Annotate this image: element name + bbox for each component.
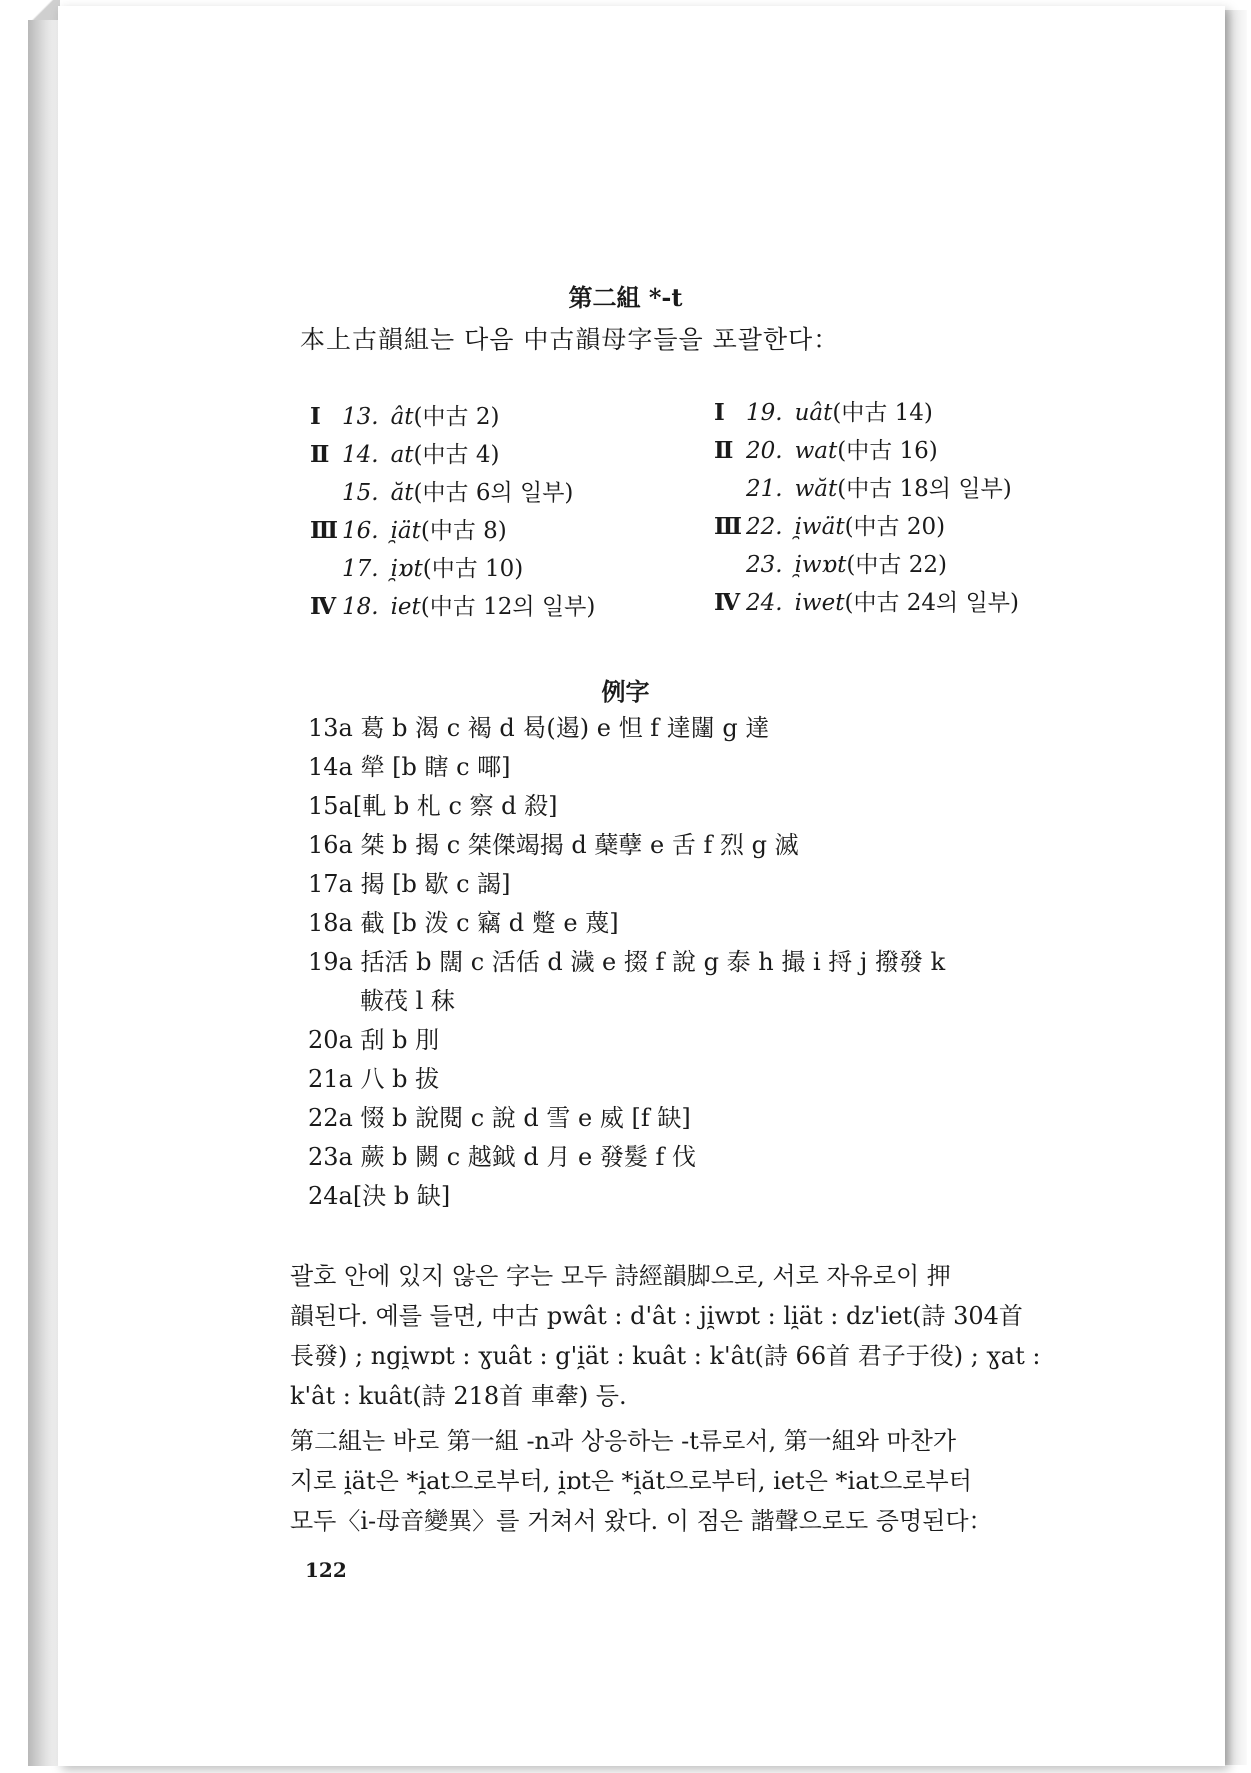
final-number: 14. bbox=[342, 442, 379, 468]
final-rime: at bbox=[390, 442, 414, 468]
division-numeral: Ⅳ bbox=[714, 589, 741, 616]
example-line: 22a 惙 b 說閱 c 說 d 雪 e 威 [f 缺] bbox=[308, 1104, 691, 1132]
final-rime: i̯ät bbox=[390, 518, 421, 544]
final-rime: wăt bbox=[794, 476, 838, 502]
final-number: 22. bbox=[746, 514, 783, 540]
division-numeral: Ⅰ bbox=[310, 403, 321, 430]
final-item bbox=[714, 394, 933, 427]
final-item bbox=[310, 474, 573, 507]
final-rime: uât bbox=[794, 400, 833, 426]
example-line: 19a 括活 b 闊 c 活佸 d 濊 e 掇 f 說 g 泰 h 撮 i 捋 j 撥發 k bbox=[308, 948, 946, 976]
final-rime: iet bbox=[390, 594, 421, 620]
final-item bbox=[310, 588, 595, 621]
final-number: 18. bbox=[342, 594, 379, 620]
final-rime: wat bbox=[794, 438, 838, 464]
section-title: 第二組 *-t bbox=[568, 283, 683, 312]
final-number: 15. bbox=[342, 480, 379, 506]
example-line: 15a[軋 b 札 c 察 d 殺] bbox=[308, 792, 558, 820]
example-line: 21a 八 b 拔 bbox=[308, 1065, 440, 1093]
final-item bbox=[714, 584, 1019, 617]
example-line: 18a 截 [b 泼 c 竊 d 蹩 e 蔑] bbox=[308, 909, 619, 937]
final-number: 19. bbox=[746, 400, 783, 426]
paragraph-line: 모두〈i-母音變異〉를 거쳐서 왔다. 이 점은 諧聲으로도 증명된다： bbox=[290, 1507, 993, 1535]
final-item bbox=[714, 508, 945, 541]
final-rime: ât bbox=[390, 404, 414, 430]
final-number: 13. bbox=[342, 404, 379, 430]
book-edge-right bbox=[1225, 10, 1247, 1765]
final-ref: (中古 20) bbox=[844, 514, 946, 540]
example-line: 17a 揭 [b 歇 c 謁] bbox=[308, 870, 511, 898]
final-ref: (中古 14) bbox=[832, 400, 933, 426]
book-corner bbox=[28, 0, 60, 20]
final-number: 16. bbox=[342, 518, 379, 544]
final-rime: ăt bbox=[390, 480, 414, 506]
book-spine-left bbox=[28, 6, 58, 1766]
paragraph-line: 第二組는 바로 第一組 -n과 상응하는 -t류로서, 第一組와 마찬가 bbox=[290, 1427, 957, 1455]
final-rime: i̯ɒt bbox=[390, 556, 423, 582]
final-ref: (中古 18의 일부) bbox=[837, 476, 1012, 502]
division-numeral: Ⅱ bbox=[310, 441, 330, 468]
division-numeral: Ⅰ bbox=[714, 399, 725, 426]
final-number: 21. bbox=[746, 476, 783, 502]
final-ref: (中古 10) bbox=[422, 556, 524, 582]
intro-text: 本上古韻組는 다음 中古韻母字들을 포괄한다： bbox=[300, 325, 840, 354]
final-ref: (中古 16) bbox=[837, 438, 938, 464]
final-ref: (中古 12의 일부) bbox=[420, 594, 596, 620]
division-numeral: Ⅲ bbox=[714, 513, 743, 540]
final-rime: i̯wɒt bbox=[794, 552, 847, 578]
paragraph-line: 長發) ; ngi̯wɒt : ɣuât : g'i̯ät : kuât : k'ât(詩 66首 君子于役) ; ɣat : bbox=[290, 1342, 1041, 1370]
final-number: 20. bbox=[746, 438, 783, 464]
example-line: 14a 犖 [b 瞎 c 㖿] bbox=[308, 753, 511, 781]
paragraph-line: 괄호 안에 있지 않은 字는 모두 詩經韻脚으로, 서로 자유로이 押 bbox=[290, 1262, 951, 1290]
final-item bbox=[310, 436, 499, 469]
final-number: 24. bbox=[746, 590, 783, 616]
paragraph-line: k'ât : kuât(詩 218首 車舝) 등. bbox=[290, 1382, 627, 1410]
final-number: 17. bbox=[342, 556, 379, 582]
final-ref: (中古 24의 일부) bbox=[844, 590, 1019, 616]
examples-title: 例字 bbox=[601, 677, 650, 706]
paragraph-line: 韻된다. 예를 들면, 中古 pwât : d'ât : ji̯wɒt : li̯ät : dz'iet(詩 304首 bbox=[290, 1302, 1023, 1330]
final-number: 23. bbox=[746, 552, 783, 578]
final-item bbox=[714, 546, 947, 579]
final-ref: (中古 6의 일부) bbox=[413, 480, 574, 506]
final-rime: i̯wät bbox=[794, 514, 845, 540]
final-item bbox=[714, 470, 1012, 503]
paragraph-explanation bbox=[290, 1421, 1105, 1541]
final-ref: (中古 2) bbox=[413, 404, 500, 430]
final-item bbox=[714, 432, 938, 465]
division-numeral: Ⅱ bbox=[714, 437, 734, 464]
example-line: 16a 桀 b 揭 c 桀傑竭揭 d 蘖孽 e 舌 f 烈 g 滅 bbox=[308, 831, 799, 859]
example-line: 23a 蕨 b 闕 c 越鉞 d 月 e 發髮 f 伐 bbox=[308, 1143, 697, 1171]
final-ref: (中古 8) bbox=[420, 518, 507, 544]
final-item bbox=[310, 550, 523, 583]
example-line: 20a 刮 b 刖 bbox=[308, 1026, 440, 1054]
example-line: 24a[決 b 缺] bbox=[308, 1182, 451, 1210]
division-numeral: Ⅳ bbox=[310, 593, 337, 620]
final-ref: (中古 22) bbox=[846, 552, 947, 578]
final-ref: (中古 4) bbox=[413, 442, 500, 468]
page-number: 122 bbox=[305, 1558, 347, 1582]
example-line: 軷茷 l 秣 bbox=[360, 987, 455, 1015]
paragraph-rhymes bbox=[290, 1256, 1105, 1416]
final-item bbox=[310, 398, 499, 431]
final-item bbox=[310, 512, 507, 545]
division-numeral: Ⅲ bbox=[310, 517, 339, 544]
example-line: 13a 葛 b 渴 c 褐 d 曷(遏) e 怛 f 達闥 g 達 bbox=[308, 714, 770, 742]
final-rime: iwet bbox=[794, 590, 845, 616]
paragraph-line: 지로 i̯ät은 *i̯at으로부터, i̯ɒt은 *i̯ăt으로부터, iet은 *iat으로부터 bbox=[290, 1467, 972, 1495]
